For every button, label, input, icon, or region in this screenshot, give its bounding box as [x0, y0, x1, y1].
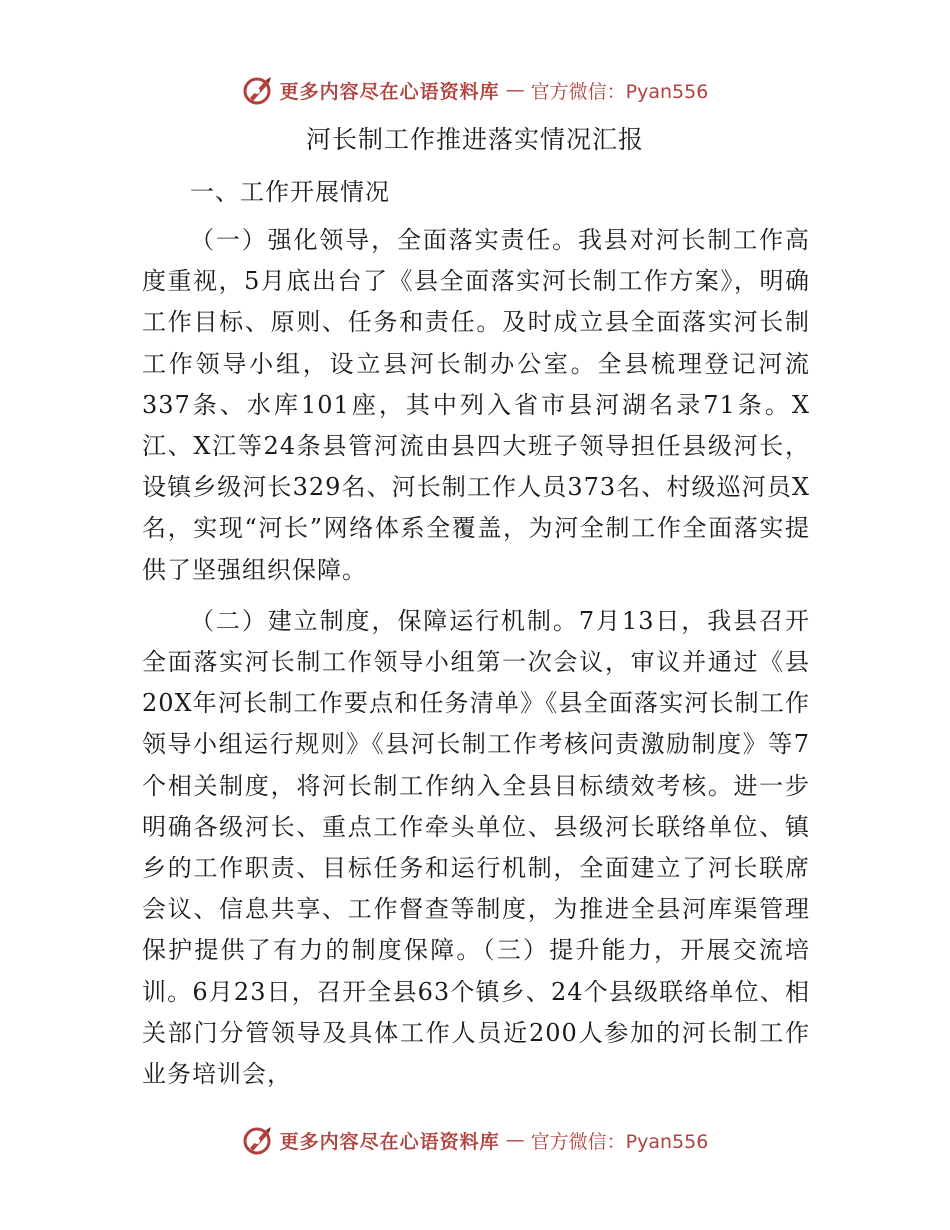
section-heading: 一、工作开展情况 [190, 178, 390, 206]
document-title: 河长制工作推进落实情况汇报 [305, 125, 644, 154]
quill-pen-logo-icon [242, 1124, 274, 1156]
quill-pen-logo-icon [242, 74, 274, 106]
document-body [142, 170, 810, 1105]
paragraph-leadership: （一）强化领导，全面落实责任。我县对河长制工作高度重视，5月底出台了《县全面落实河长制工作方案》，明确工作目标、原则、任务和责任。及时成立县全面落实河长制工作领导小组，设立县河长制办公室。全县梳理登记河流337条、水库101座，其中列入省市县河湖名录71条。X江、X江等24条县管河流由县四大班子领导担任县级河长，设镇乡级河长329名、河长制工作人员373名、村级巡河员X名，实现“河长”网络体系全覆盖，为河全制工作全面落实提供了坚强组织保障。 [142, 226, 810, 584]
banner-separator: — [505, 1129, 525, 1151]
banner-separator: — [505, 79, 525, 101]
banner-brand-text: 更多内容尽在心语资料库 [279, 80, 500, 103]
header-watermark-banner [0, 70, 950, 110]
banner-contact-text: 官方微信：Pyan556 [530, 80, 709, 103]
banner-contact-text: 官方微信：Pyan556 [530, 1130, 709, 1153]
banner-brand-text: 更多内容尽在心语资料库 [279, 1130, 500, 1153]
paragraph-institutions: （二）建立制度，保障运行机制。7月13日，我县召开全面落实河长制工作领导小组第一次会议，审议并通过《县20X年河长制工作要点和任务清单》《县全面落实河长制工作领导小组运行规则》《县河长制工作考核问责激励制度》等7个相关制度，将河长制工作纳入全县目标绩效考核。进一步明确各级河长、重点工作牵头单位、县级河长联络单位、镇乡的工作职责、目标任务和运行机制，全面建立了河长联席会议、信息共享、工作督查等制度，为推进全县河库渠管理保护提供了有力的制度保障。（三）提升能力，开展交流培训。6月23日，召开全县63个镇乡、24个县级联络单位、相关部门分管领导及具体工作人员近200人参加的河长制工作业务培训会， [142, 606, 810, 1089]
footer-watermark-banner [0, 1120, 950, 1160]
